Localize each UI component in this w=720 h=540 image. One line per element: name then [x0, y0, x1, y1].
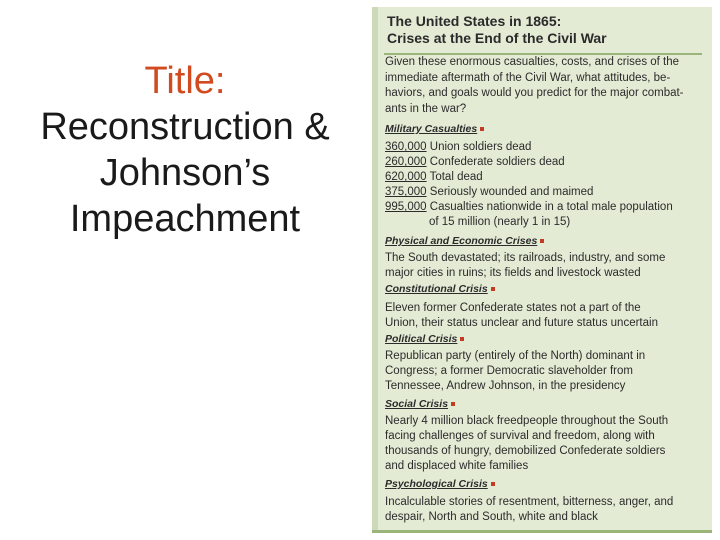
slide-title-line-2: Johnson’s [99, 152, 271, 194]
economic-heading: Physical and Economic Crises [385, 235, 544, 248]
textbook-excerpt-panel [372, 7, 712, 533]
body-line: Republican party (entirely of the North) dominant in [385, 350, 646, 362]
intro-line: immediate aftermath of the Civil War, what attitudes, be- [385, 71, 671, 84]
stat-number: 375,000 [385, 186, 427, 198]
stat-row [385, 140, 705, 155]
slide-title-line-3: Impeachment [69, 198, 301, 240]
stat-number: 360,000 [385, 141, 427, 153]
body-line: Incalculable stories of resentment, bitterness, anger, and [385, 496, 674, 508]
stat-text: Union soldiers dead [429, 141, 532, 153]
stat-continuation: of 15 million (nearly 1 in 15) [429, 216, 571, 228]
body-line: Union, their status unclear and future status uncertain [385, 317, 658, 329]
intro-line: Given these enormous casualties, costs, and crises of the [385, 56, 680, 68]
intro-line: haviors, and goals would you predict for the major combat- [385, 87, 684, 99]
stat-row [385, 200, 705, 215]
panel-title-line-2: Crises at the End of the Civil War [387, 30, 607, 46]
slide-title-line-1: Reconstruction & [40, 106, 330, 148]
stat-number: 260,000 [385, 156, 427, 168]
constitutional-text [385, 301, 705, 331]
stat-text: Total dead [429, 171, 483, 183]
panel-intro [385, 55, 703, 115]
body-line: Congress; a former Democratic slaveholder from [385, 365, 633, 377]
stat-text: Confederate soldiers dead [429, 156, 565, 168]
body-line: major cities in ruins; its fields and livestock wasted [385, 267, 641, 279]
stat-number: 995,000 [385, 201, 427, 213]
slide-title-label: Title: [144, 60, 226, 102]
body-line: Eleven former Confederate states not a part of the [385, 302, 641, 314]
stat-row [385, 170, 705, 185]
psychological-heading: Psychological Crisis [385, 478, 495, 491]
body-line: Nearly 4 million black freedpeople throughout the South [385, 415, 669, 427]
constitutional-heading: Constitutional Crisis [385, 283, 495, 296]
stat-text: Casualties nationwide in a total male population [429, 201, 673, 213]
political-text [385, 349, 705, 394]
body-line: facing challenges of survival and freedom, along with [385, 430, 655, 442]
economic-text [385, 251, 705, 281]
body-line: Tennessee, Andrew Johnson, in the presidency [385, 380, 626, 392]
panel-title [387, 13, 707, 47]
body-line: The South devastated; its railroads, industry, and some [385, 252, 666, 264]
psychological-text [385, 495, 705, 525]
body-line: thousands of hungry, demobilized Confederate soldiers [385, 445, 666, 457]
political-heading: Political Crisis [385, 333, 464, 346]
intro-line: ants in the war? [385, 102, 467, 115]
stat-row [385, 185, 705, 200]
slide-title [10, 58, 360, 242]
social-heading: Social Crisis [385, 398, 455, 411]
body-line: despair, North and South, white and black [385, 511, 598, 523]
stat-row [385, 155, 705, 170]
stat-number: 620,000 [385, 171, 427, 183]
social-text [385, 414, 705, 472]
body-line: and displaced white families [385, 460, 529, 472]
panel-title-line-1: The United States in 1865: [387, 13, 562, 29]
military-stats [385, 140, 705, 230]
military-heading: Military Casualties [385, 123, 484, 136]
stat-text: Seriously wounded and maimed [429, 186, 594, 198]
